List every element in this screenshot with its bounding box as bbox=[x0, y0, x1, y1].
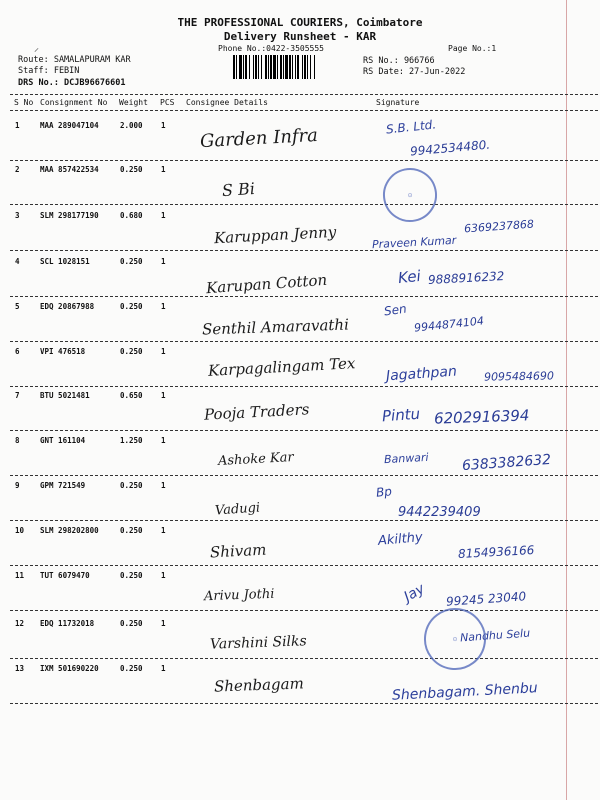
row-pcs: 1 bbox=[161, 391, 166, 400]
row-signature: Sen bbox=[383, 301, 408, 319]
row-signature-phone: 8154936166 bbox=[457, 543, 535, 561]
row-pcs: 1 bbox=[161, 165, 166, 174]
row-signature: Shenbagam. Shenbu bbox=[391, 680, 539, 704]
row-consignee-handwriting: Karpagalingam Tex bbox=[207, 354, 356, 380]
row-consignment: TUT 6079470 bbox=[40, 571, 90, 580]
row-consignment: SCL 1028151 bbox=[40, 257, 90, 266]
row-signature-phone: 9942534480. bbox=[409, 137, 491, 159]
row-consignment: BTU 5021481 bbox=[40, 391, 90, 400]
row-consignment: MAA 857422534 bbox=[40, 165, 99, 174]
row-separator bbox=[10, 250, 598, 251]
row-separator bbox=[10, 341, 598, 342]
row-separator bbox=[10, 565, 598, 566]
row-consignee-handwriting: S Bi bbox=[221, 178, 256, 201]
row-signature-phone: 6202916394 bbox=[433, 406, 530, 428]
row-weight: 0.250 bbox=[120, 571, 143, 580]
col-sno: S No bbox=[14, 98, 34, 107]
delivery-stamp-icon: ⊙ bbox=[378, 163, 442, 227]
row-sno: 12 bbox=[15, 619, 25, 628]
row-signature: Jay bbox=[401, 580, 428, 606]
row-sno: 7 bbox=[15, 391, 20, 400]
row-signature: Praveen Kumar bbox=[371, 233, 457, 252]
row-weight: 0.250 bbox=[120, 347, 143, 356]
col-signature: Signature bbox=[376, 98, 420, 107]
row-signature: Nandhu Selu bbox=[459, 626, 531, 645]
row-signature: Banwari bbox=[383, 450, 429, 467]
header-bottom-rule bbox=[10, 110, 598, 111]
row-signature-phone: 99245 23040 bbox=[445, 589, 527, 609]
row-signature-phone: 9442239409 bbox=[398, 505, 481, 520]
row-weight: 0.250 bbox=[120, 664, 143, 673]
row-signature-phone: 9095484690 bbox=[483, 369, 555, 384]
row-consignee-handwriting: Pooja Traders bbox=[203, 400, 310, 424]
row-weight: 0.250 bbox=[120, 619, 143, 628]
drs-number: DRS No.: DCJB96676601 bbox=[18, 78, 126, 88]
row-consignee-handwriting: Vadugi bbox=[214, 500, 261, 519]
row-signature: Jagathpan bbox=[385, 363, 458, 385]
row-pcs: 1 bbox=[161, 481, 166, 490]
row-consignee-handwriting: Arivu Jothi bbox=[203, 586, 275, 605]
row-separator bbox=[10, 703, 598, 704]
phone-number: Phone No.:0422-3505555 bbox=[218, 44, 324, 53]
row-weight: 0.250 bbox=[120, 257, 143, 266]
barcode bbox=[233, 55, 357, 79]
row-sno: 6 bbox=[15, 347, 20, 356]
row-separator bbox=[10, 520, 598, 521]
row-consignment: EDQ 11732018 bbox=[40, 619, 95, 628]
row-weight: 0.250 bbox=[120, 165, 143, 174]
row-signature: Bp bbox=[375, 484, 393, 500]
row-consignment: IXM 501690220 bbox=[40, 664, 99, 673]
row-sno: 13 bbox=[15, 664, 25, 673]
row-weight: 0.250 bbox=[120, 526, 143, 535]
row-consignment: EDQ 20867988 bbox=[40, 302, 95, 311]
row-signature: Akilthy bbox=[377, 530, 424, 549]
row-consignee-handwriting: Garden Infra bbox=[199, 124, 319, 153]
row-pcs: 1 bbox=[161, 619, 166, 628]
row-signature-phone: 9944874104 bbox=[413, 314, 485, 335]
col-consignment: Consignment No bbox=[40, 98, 108, 107]
row-sno: 5 bbox=[15, 302, 20, 311]
row-weight: 0.250 bbox=[120, 302, 143, 311]
row-sno: 2 bbox=[15, 165, 20, 174]
row-pcs: 1 bbox=[161, 302, 166, 311]
rs-number: RS No.: 966766 bbox=[363, 56, 435, 66]
row-consignment: SLM 298202800 bbox=[40, 526, 99, 535]
row-consignee-handwriting: Ashoke Kar bbox=[217, 450, 294, 469]
row-pcs: 1 bbox=[161, 436, 166, 445]
row-separator bbox=[10, 386, 598, 387]
row-weight: 0.650 bbox=[120, 391, 143, 400]
row-consignment: MAA 289047104 bbox=[40, 121, 99, 130]
row-pcs: 1 bbox=[161, 121, 166, 130]
row-weight: 0.250 bbox=[120, 481, 143, 490]
row-separator bbox=[10, 475, 598, 476]
rs-date: RS Date: 27-Jun-2022 bbox=[363, 67, 466, 77]
row-consignee-handwriting: Karuppan Jenny bbox=[213, 222, 337, 248]
row-weight: 2.000 bbox=[120, 121, 143, 130]
page-number: Page No.:1 bbox=[448, 44, 497, 53]
row-signature-phone: 6383382632 bbox=[461, 451, 552, 475]
row-sno: 8 bbox=[15, 436, 20, 445]
row-sno: 3 bbox=[15, 211, 20, 220]
row-sno: 11 bbox=[15, 571, 25, 580]
row-consignment: GNT 161104 bbox=[40, 436, 86, 445]
row-sno: 10 bbox=[15, 526, 25, 535]
row-separator bbox=[10, 610, 598, 611]
row-consignment: GPM 721549 bbox=[40, 481, 86, 490]
row-separator bbox=[10, 658, 598, 659]
row-consignment: VPI 476518 bbox=[40, 347, 86, 356]
row-signature-phone: 9888916232 bbox=[427, 269, 505, 287]
row-pcs: 1 bbox=[161, 211, 166, 220]
row-pcs: 1 bbox=[161, 347, 166, 356]
row-sno: 4 bbox=[15, 257, 20, 266]
margin-line bbox=[566, 0, 567, 800]
row-pcs: 1 bbox=[161, 664, 166, 673]
col-weight: Weight bbox=[119, 98, 148, 107]
row-sno: 1 bbox=[15, 121, 20, 130]
row-signature: S.B. Ltd. bbox=[385, 117, 437, 137]
row-sno: 9 bbox=[15, 481, 20, 490]
row-pcs: 1 bbox=[161, 526, 166, 535]
row-signature: Pintu bbox=[381, 404, 421, 426]
header-top-rule bbox=[10, 94, 598, 95]
company-title: THE PROFESSIONAL COURIERS, Coimbatore bbox=[177, 16, 423, 29]
row-signature: Kei bbox=[397, 266, 422, 288]
row-consignee-handwriting: Senthil Amaravathi bbox=[201, 315, 350, 339]
col-consignee: Consignee Details bbox=[186, 98, 268, 107]
col-pcs: PCS bbox=[160, 98, 175, 107]
row-separator bbox=[10, 160, 598, 161]
row-consignee-handwriting: Karupan Cotton bbox=[205, 270, 328, 298]
row-signature-phone: 6369237868 bbox=[463, 217, 535, 236]
route-label: Route: SAMALAPURAM KAR bbox=[18, 55, 131, 65]
row-weight: 1.250 bbox=[120, 436, 143, 445]
row-weight: 0.680 bbox=[120, 211, 143, 220]
row-separator bbox=[10, 204, 598, 205]
row-separator bbox=[10, 430, 598, 431]
row-separator bbox=[10, 296, 598, 297]
stray-mark-icon: ⸝ bbox=[34, 43, 39, 54]
row-consignee-handwriting: Shenbagam bbox=[213, 674, 305, 696]
staff-label: Staff: FEBIN bbox=[18, 66, 80, 76]
row-consignee-handwriting: Shivam bbox=[209, 540, 267, 562]
row-consignee-handwriting: Varshini Silks bbox=[209, 633, 307, 653]
runsheet-subtitle: Delivery Runsheet - KAR bbox=[223, 30, 377, 43]
row-consignment: SLM 298177190 bbox=[40, 211, 99, 220]
row-pcs: 1 bbox=[161, 571, 166, 580]
seal-stamp-icon: ⊙ bbox=[420, 604, 490, 674]
row-pcs: 1 bbox=[161, 257, 166, 266]
